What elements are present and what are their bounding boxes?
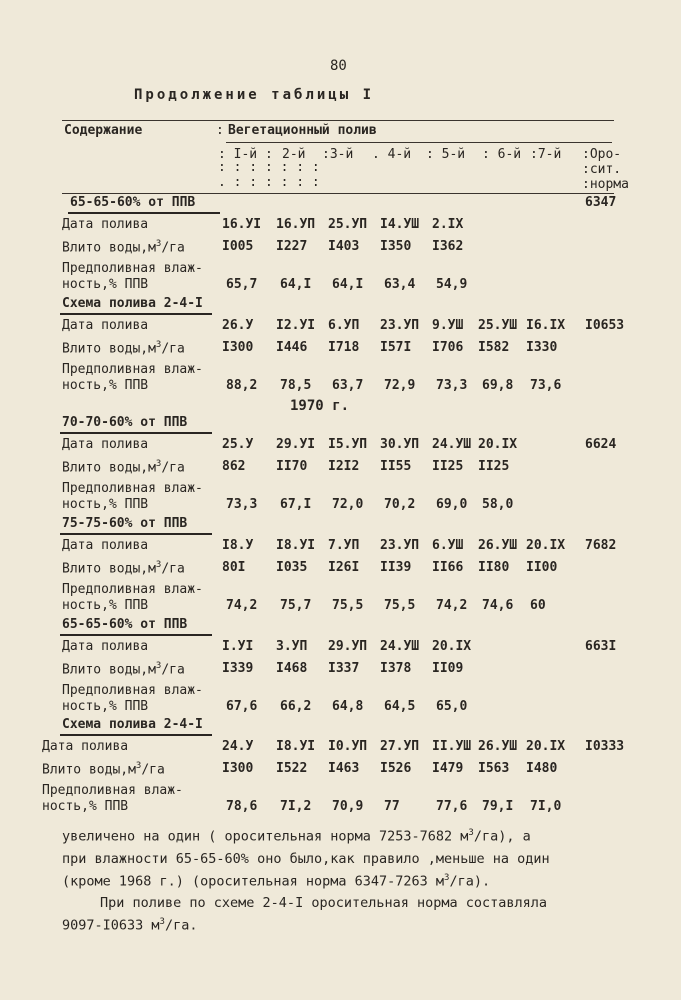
col-header-norm-1: :Оро- <box>582 147 622 162</box>
date-value: 9.УШ <box>432 318 464 333</box>
col-header-norm-3: :норма <box>582 177 629 192</box>
moisture-row <box>0 699 681 719</box>
moisture-value: 58,0 <box>482 497 514 512</box>
header-content-label: Содержание <box>64 123 143 138</box>
section-heading: 75-75-60% от ППВ <box>62 516 188 531</box>
date-value: 25.УП <box>328 217 368 232</box>
moisture-value: 64,5 <box>384 699 416 714</box>
water-label-text: Влито воды,м <box>62 561 156 577</box>
water-label-text: Влито воды,м <box>62 240 156 256</box>
moisture-label-2: ность,% ППВ <box>62 378 149 393</box>
date-label: Дата полива <box>62 318 149 333</box>
paragraph-line-4: При поливе по схеме 2-4-I оросительная норма составляла <box>100 895 548 911</box>
moisture-label-1: Предполивная влаж- <box>62 582 203 597</box>
paragraph-line-5: 9097-I0633 $м^3/га$. <box>62 917 198 934</box>
moisture-label-1: Предполивная влаж- <box>62 261 203 276</box>
moisture-value: 74,2 <box>436 598 468 613</box>
water-label <box>62 239 185 255</box>
water-row <box>0 761 681 781</box>
col-header-norm-2: :сит. <box>582 162 622 177</box>
col-dots: : : : : : : : <box>218 160 320 175</box>
water-value: II55 <box>380 459 412 474</box>
water-label-tail: /га <box>141 762 165 778</box>
date-row <box>0 318 681 338</box>
page-number: 80 <box>330 58 347 74</box>
water-value: II66 <box>432 560 464 575</box>
moisture-label-1: Предполивная влаж- <box>62 683 203 698</box>
section-heading: Схема полива 2-4-I <box>62 296 203 311</box>
moisture-value: 65,0 <box>436 699 468 714</box>
section-heading-underline <box>60 432 212 434</box>
moisture-value: 88,2 <box>226 378 258 393</box>
section-heading: 70-70-60% от ППВ <box>62 415 188 430</box>
header-colon: : <box>216 123 224 138</box>
moisture-value: 75,5 <box>332 598 364 613</box>
irrigation-norm: 6624 <box>585 437 617 452</box>
date-value: 6.УШ <box>432 538 464 553</box>
moisture-value: 73,3 <box>226 497 258 512</box>
moisture-value: 70,9 <box>332 799 364 814</box>
water-value: I403 <box>328 239 360 254</box>
header-vegetation-label: Вегетационный полив <box>228 123 377 138</box>
moisture-value: 72,9 <box>384 378 416 393</box>
date-value: 26.УШ <box>478 739 518 754</box>
date-label: Дата полива <box>62 538 149 553</box>
water-value: I26I <box>328 560 360 575</box>
date-value: 20.IX <box>432 639 472 654</box>
moisture-value: 74,6 <box>482 598 514 613</box>
moisture-value: 78,5 <box>280 378 312 393</box>
water-value: II70 <box>276 459 308 474</box>
water-value: I2I2 <box>328 459 360 474</box>
col-header-6: : 6-й <box>482 147 522 162</box>
date-value: 29.УI <box>276 437 316 452</box>
date-value: 6.УП <box>328 318 360 333</box>
moisture-label-2: ность,% ППВ <box>62 277 149 292</box>
water-value: I378 <box>380 661 412 676</box>
moisture-value: 73,6 <box>530 378 562 393</box>
moisture-value: 69,0 <box>436 497 468 512</box>
moisture-row <box>0 378 681 398</box>
moisture-value: 67,6 <box>226 699 258 714</box>
date-row <box>0 639 681 659</box>
date-value: I6.IX <box>526 318 566 333</box>
date-value: I8.УI <box>276 538 316 553</box>
date-value: I8.У <box>222 538 254 553</box>
water-value: I526 <box>380 761 412 776</box>
moisture-label-1: Предполивная влаж- <box>62 362 203 377</box>
water-label-sup: 3 <box>155 459 162 469</box>
moisture-value: 7I,2 <box>280 799 312 814</box>
moisture-row <box>0 598 681 618</box>
water-value: II39 <box>380 560 412 575</box>
date-value: II.УШ <box>432 739 472 754</box>
date-value: 20.IX <box>526 739 566 754</box>
water-value: I522 <box>276 761 308 776</box>
date-label: Дата полива <box>62 639 149 654</box>
water-label-sup: 3 <box>135 761 142 771</box>
water-label-text: Влито воды,м <box>62 341 156 357</box>
water-value: I446 <box>276 340 308 355</box>
date-row <box>0 739 681 759</box>
water-value: I718 <box>328 340 360 355</box>
date-value: 20.IX <box>526 538 566 553</box>
water-value: II09 <box>432 661 464 676</box>
date-value: 20.IX <box>478 437 518 452</box>
col-header-5: : 5-й <box>426 147 466 162</box>
water-value: I300 <box>222 761 254 776</box>
water-row <box>0 459 681 479</box>
moisture-row <box>0 277 681 297</box>
water-label-sup: 3 <box>155 239 162 249</box>
water-label-tail: /га <box>161 341 185 357</box>
water-value: I300 <box>222 340 254 355</box>
irrigation-norm: I0653 <box>585 318 625 333</box>
water-label-sup: 3 <box>155 560 162 570</box>
date-value: 27.УП <box>380 739 420 754</box>
date-value: I4.УШ <box>380 217 420 232</box>
date-row <box>0 437 681 457</box>
water-label-tail: /га <box>161 460 185 476</box>
irrigation-norm: 663I <box>585 639 617 654</box>
moisture-value: 64,8 <box>332 699 364 714</box>
header-mid-rule <box>226 142 612 143</box>
moisture-value: 54,9 <box>436 277 468 292</box>
date-value: 16.УI <box>222 217 262 232</box>
water-label <box>62 661 185 677</box>
water-value: I480 <box>526 761 558 776</box>
water-value: I337 <box>328 661 360 676</box>
water-value: I350 <box>380 239 412 254</box>
irrigation-norm: 6347 <box>585 195 617 210</box>
section-heading: Схема полива 2-4-I <box>62 717 203 732</box>
water-label <box>62 560 185 576</box>
moisture-label-2: ность,% ППВ <box>42 799 129 814</box>
section-heading-underline <box>60 533 212 535</box>
water-label <box>62 340 185 356</box>
date-value: I5.УП <box>328 437 368 452</box>
moisture-value: 73,3 <box>436 378 468 393</box>
date-value: 23.УП <box>380 318 420 333</box>
section-heading-underline <box>60 734 212 736</box>
water-value: 862 <box>222 459 246 474</box>
water-value: I479 <box>432 761 464 776</box>
water-label-tail: /га <box>161 561 185 577</box>
section-heading-underline <box>60 313 212 315</box>
date-value: 25.У <box>222 437 254 452</box>
moisture-value: 72,0 <box>332 497 364 512</box>
date-value: 24.УШ <box>380 639 420 654</box>
water-value: I57I <box>380 340 412 355</box>
moisture-value: 77 <box>384 799 400 814</box>
moisture-value: 65,7 <box>226 277 258 292</box>
water-value: I582 <box>478 340 510 355</box>
moisture-value: 78,6 <box>226 799 258 814</box>
col-header-4: . 4-й <box>372 147 412 162</box>
date-value: 16.УП <box>276 217 316 232</box>
moisture-value: 79,I <box>482 799 514 814</box>
water-value: I005 <box>222 239 254 254</box>
moisture-value: 70,2 <box>384 497 416 512</box>
date-value: 24.УШ <box>432 437 472 452</box>
water-label-sup: 3 <box>155 340 162 350</box>
moisture-value: 66,2 <box>280 699 312 714</box>
water-value: I563 <box>478 761 510 776</box>
date-value: 26.У <box>222 318 254 333</box>
moisture-value: 63,4 <box>384 277 416 292</box>
water-label-tail: /га <box>161 240 185 256</box>
section-heading-underline <box>60 634 212 636</box>
date-value: 30.УП <box>380 437 420 452</box>
water-value: I362 <box>432 239 464 254</box>
paragraph-line-2: при влажности 65-65-60% оно было,как правило ,меньше на один <box>62 851 550 867</box>
water-label-sup: 3 <box>155 661 162 671</box>
water-value: II25 <box>478 459 510 474</box>
moisture-value: 60 <box>530 598 546 613</box>
moisture-value: 69,8 <box>482 378 514 393</box>
date-value: 7.УП <box>328 538 360 553</box>
moisture-value: 75,5 <box>384 598 416 613</box>
water-value: 80I <box>222 560 246 575</box>
header-top-rule <box>62 120 614 121</box>
water-value: II25 <box>432 459 464 474</box>
date-value: I2.УI <box>276 318 316 333</box>
water-label <box>42 761 165 777</box>
date-value: 3.УП <box>276 639 308 654</box>
moisture-label-2: ность,% ППВ <box>62 699 149 714</box>
moisture-value: 77,6 <box>436 799 468 814</box>
paragraph-line-1: увеличено на один ( оросительная норма 7253-7682 $м^3/га$), а <box>62 828 531 845</box>
date-value: 23.УП <box>380 538 420 553</box>
header-bottom-rule <box>62 193 614 194</box>
irrigation-norm: I0333 <box>585 739 625 754</box>
col-header-7: :7-й <box>530 147 562 162</box>
water-label <box>62 459 185 475</box>
water-value: I463 <box>328 761 360 776</box>
water-row <box>0 560 681 580</box>
moisture-value: 64,I <box>332 277 364 292</box>
water-value: I468 <box>276 661 308 676</box>
section-heading: 65-65-60% от ППВ <box>70 195 196 210</box>
moisture-value: 75,7 <box>280 598 312 613</box>
water-row <box>0 340 681 360</box>
water-row <box>0 239 681 259</box>
date-value: I.УI <box>222 639 254 654</box>
date-value: 29.УП <box>328 639 368 654</box>
col-header-3: :3-й <box>322 147 354 162</box>
moisture-label-2: ность,% ППВ <box>62 497 149 512</box>
water-label-text: Влито воды,м <box>62 460 156 476</box>
water-row <box>0 661 681 681</box>
section-heading: 65-65-60% от ППВ <box>62 617 188 632</box>
water-value: I706 <box>432 340 464 355</box>
water-label-text: Влито воды,м <box>62 662 156 678</box>
date-row <box>0 538 681 558</box>
section-heading-underline <box>68 212 220 214</box>
moisture-row <box>0 497 681 517</box>
date-value: 25.УШ <box>478 318 518 333</box>
moisture-label-1: Предполивная влаж- <box>62 481 203 496</box>
moisture-value: 74,2 <box>226 598 258 613</box>
water-value: I035 <box>276 560 308 575</box>
moisture-row <box>0 799 681 819</box>
date-value: I8.УI <box>276 739 316 754</box>
col-dots: . : : : : : : <box>218 175 320 190</box>
moisture-value: 67,I <box>280 497 312 512</box>
date-value: I0.УП <box>328 739 368 754</box>
moisture-label-2: ность,% ППВ <box>62 598 149 613</box>
date-label: Дата полива <box>42 739 129 754</box>
table-title: Продолжение таблицы I <box>134 87 375 103</box>
col-header-2: 2-й <box>282 147 306 162</box>
water-value: I339 <box>222 661 254 676</box>
col-header-1: : I-й : <box>218 147 273 162</box>
water-label-tail: /га <box>161 662 185 678</box>
moisture-value: 64,I <box>280 277 312 292</box>
water-value: I330 <box>526 340 558 355</box>
water-value: II80 <box>478 560 510 575</box>
date-value: 26.УШ <box>478 538 518 553</box>
date-value: 24.У <box>222 739 254 754</box>
irrigation-norm: 7682 <box>585 538 617 553</box>
water-value: I227 <box>276 239 308 254</box>
year-heading: 1970 г. <box>290 398 350 414</box>
paragraph-line-3: (кроме 1968 г.) (оросительная норма 6347-7263 $м^3/га$). <box>62 873 491 890</box>
date-label: Дата полива <box>62 437 149 452</box>
moisture-value: 63,7 <box>332 378 364 393</box>
moisture-value: 7I,0 <box>530 799 562 814</box>
date-value: 2.IX <box>432 217 464 232</box>
water-label-text: Влито воды,м <box>42 762 136 778</box>
date-label: Дата полива <box>62 217 149 232</box>
water-value: II00 <box>526 560 558 575</box>
moisture-label-1: Предполивная влаж- <box>42 783 183 798</box>
